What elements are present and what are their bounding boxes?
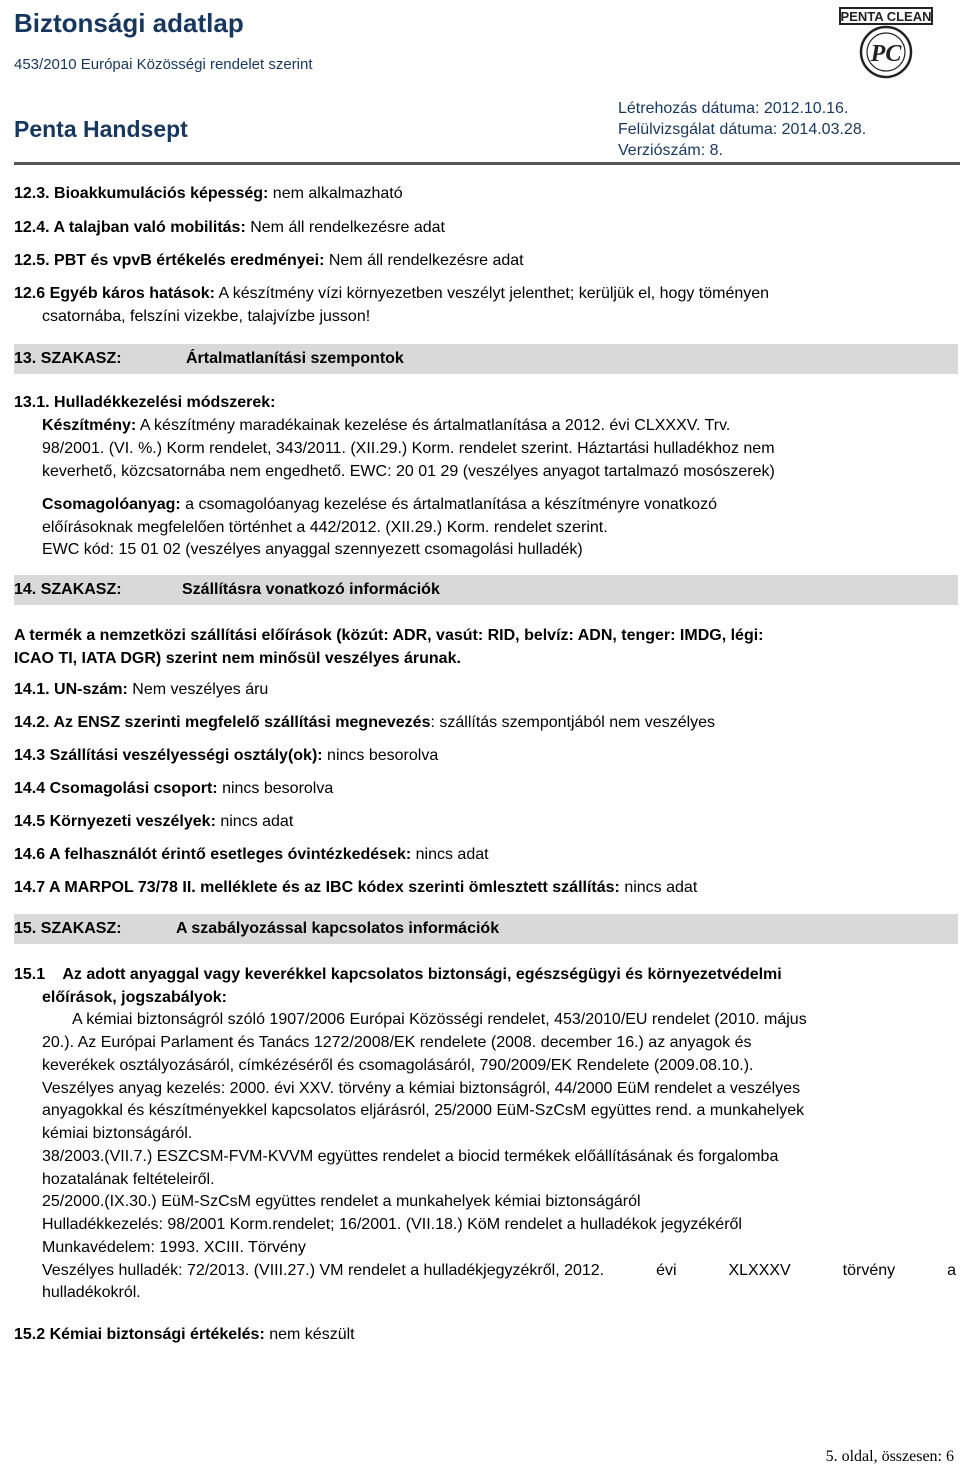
item-14-3: 14.3 Szállítási veszélyességi osztály(ok): nincs besorolva	[14, 747, 439, 764]
penta-clean-logo	[832, 2, 940, 82]
transport-intro-1: A termék a nemzetközi szállítási előírások (közút: ADR, vasút: RID, belvíz: ADN, tenger: IMDG, légi:	[14, 627, 764, 644]
item-13-1: 13.1. Hulladékkezelési módszerek:	[14, 394, 276, 411]
item-12-4: 12.4. A talajban való mobilitás: Nem áll rendelkezésre adat	[14, 219, 445, 236]
item-12-5: 12.5. PBT és vpvB értékelés eredményei: Nem áll rendelkezésre adat	[14, 252, 524, 269]
page-header	[0, 0, 960, 165]
product-name: Penta Handsept	[14, 116, 188, 142]
logo-text: PENTA CLEAN	[840, 9, 932, 24]
item-12-6: 12.6 Egyéb káros hatások: A készítmény vízi környezetben veszélyt jelenthet; kerüljük el, hogy töményen	[14, 285, 770, 302]
preparation-line-3: keverhető, közcsatornába nem engedhető. EWC: 20 01 29 (veszélyes anyagot tartalmazó mosószerek)	[42, 463, 775, 480]
logo-mark: PC	[870, 41, 902, 67]
item-12-3: 12.3. Bioakkumulációs képesség: nem alkalmazható	[14, 185, 403, 202]
item-15-1-line-1: 15.1 Az adott anyaggal vagy keverékkel kapcsolatos biztonsági, egészségügyi és környezetvédelmi	[14, 966, 782, 983]
regulation-text-5: anyagokkal és készítményekkel kapcsolatos eljárásról, 25/2000 EüM-SzCsM együttes rend. a munkahelyek	[42, 1102, 805, 1119]
document-title: Biztonsági adatlap	[14, 8, 244, 38]
page-number: 5. oldal, összesen: 6	[825, 1448, 954, 1465]
section-14-title: Szállításra vonatkozó információk	[182, 581, 440, 598]
packaging-line-3: EWC kód: 15 01 02 (veszélyes anyaggal szennyezett csomagolási hulladék)	[42, 541, 583, 558]
packaging-line-2: előírásoknak megfelelően történhet a 442/2012. (XII.29.) Korm. rendelet szerint.	[42, 519, 608, 536]
section-14-header	[14, 575, 958, 605]
section-15-number: 15. SZAKASZ:	[14, 920, 122, 937]
transport-intro-2: ICAO TI, IATA DGR) szerint nem minősül veszélyes árunak.	[14, 650, 461, 667]
version-number: Verziószám: 8.	[618, 142, 723, 159]
item-14-5: 14.5 Környezeti veszélyek: nincs adat	[14, 813, 294, 830]
item-14-2: 14.2. Az ENSZ szerinti megfelelő szállítási megnevezés: szállítás szempontjából nem veszélyes	[14, 714, 716, 731]
section-13-title: Ártalmatlanítási szempontok	[186, 350, 404, 367]
regulation-text-9: 25/2000.(IX.30.) EüM-SzCsM együttes rendelet a munkahelyek kémiai biztonságáról	[42, 1193, 641, 1210]
revised-date: Felülvizsgálat dátuma: 2014.03.28.	[618, 121, 867, 138]
item-15-1-line-2: előírások, jogszabályok:	[42, 989, 227, 1006]
item-12-6-cont: csatornába, felszíni vizekbe, talajvízbe jusson!	[42, 308, 371, 325]
item-14-1: 14.1. UN-szám: Nem veszélyes áru	[14, 681, 269, 698]
section-14-number: 14. SZAKASZ:	[14, 581, 122, 598]
item-14-7: 14.7 A MARPOL 73/78 II. melléklete és az IBC kódex szerinti ömlesztett szállítás: nincs adat	[14, 879, 698, 896]
regulation-text-1: A kémiai biztonságról szóló 1907/2006 Európai Közösségi rendelet, 453/2010/EU rendelet (2010. május	[72, 1011, 807, 1028]
item-14-4: 14.4 Csomagolási csoport: nincs besorolva	[14, 780, 334, 797]
regulation-text-7: 38/2003.(VII.7.) ESZCSM-FVM-KVVM együttes rendelet a biocid termékek előállításának és forgalomba	[42, 1148, 779, 1165]
regulation-text-6: kémiai biztonságáról.	[42, 1125, 193, 1142]
regulation-text-12: Veszélyes hulladék: 72/2013. (VIII.27.) VM rendelet a hulladékjegyzékről, 2012. évi XLXXXV törvény a	[42, 1262, 956, 1279]
regulation-text-8: hozatalának feltételeiről.	[42, 1171, 215, 1188]
section-15-title: A szabályozással kapcsolatos információk	[176, 920, 500, 937]
regulation-text-13: hulladékokról.	[42, 1284, 141, 1301]
item-15-2: 15.2 Kémiai biztonsági értékelés: nem készült	[14, 1326, 355, 1343]
regulation-text-2: 20.). Az Európai Parlament és Tanács 1272/2008/EK rendelete (2008. december 16.) az anyagok és	[42, 1034, 752, 1051]
document-dates	[618, 98, 866, 161]
preparation-line-1: Készítmény: A készítmény maradékainak kezelése és ártalmatlanítása a 2012. évi CLXXXV. Trv.	[42, 417, 731, 434]
regulation-text-4: Veszélyes anyag kezelés: 2000. évi XXV. törvény a kémiai biztonságról, 44/2000 EüM rendelet a veszélyes	[42, 1080, 801, 1097]
section-13-header	[14, 344, 958, 374]
regulation-subtitle: 453/2010 Európai Közösségi rendelet szerint	[14, 56, 313, 73]
regulation-text-10: Hulladékkezelés: 98/2001 Korm.rendelet; 16/2001. (VII.18.) KöM rendelet a hulladékok jegyzékéről	[42, 1216, 742, 1233]
item-14-6: 14.6 A felhasználót érintő esetleges óvintézkedések: nincs adat	[14, 846, 489, 863]
packaging-line-1: Csomagolóanyag: a csomagolóanyag kezelése és ártalmatlanítása a készítményre vonatkozó	[42, 496, 717, 513]
created-date: Létrehozás dátuma: 2012.10.16.	[618, 100, 849, 117]
section-15-header	[14, 914, 958, 944]
preparation-line-2: 98/2001. (VI. %.) Korm rendelet, 343/2011. (XII.29.) Korm. rendelet szerint. Háztartási hulladékhoz nem	[42, 440, 775, 457]
regulation-text-11: Munkavédelem: 1993. XCIII. Törvény	[42, 1239, 306, 1256]
header-rule	[14, 162, 960, 165]
section-13-number: 13. SZAKASZ:	[14, 350, 122, 367]
regulation-text-3: keverékek osztályozásáról, címkézéséről és csomagolásáról, 790/2009/EK Rendelete (2009.08.10.).	[42, 1057, 754, 1074]
